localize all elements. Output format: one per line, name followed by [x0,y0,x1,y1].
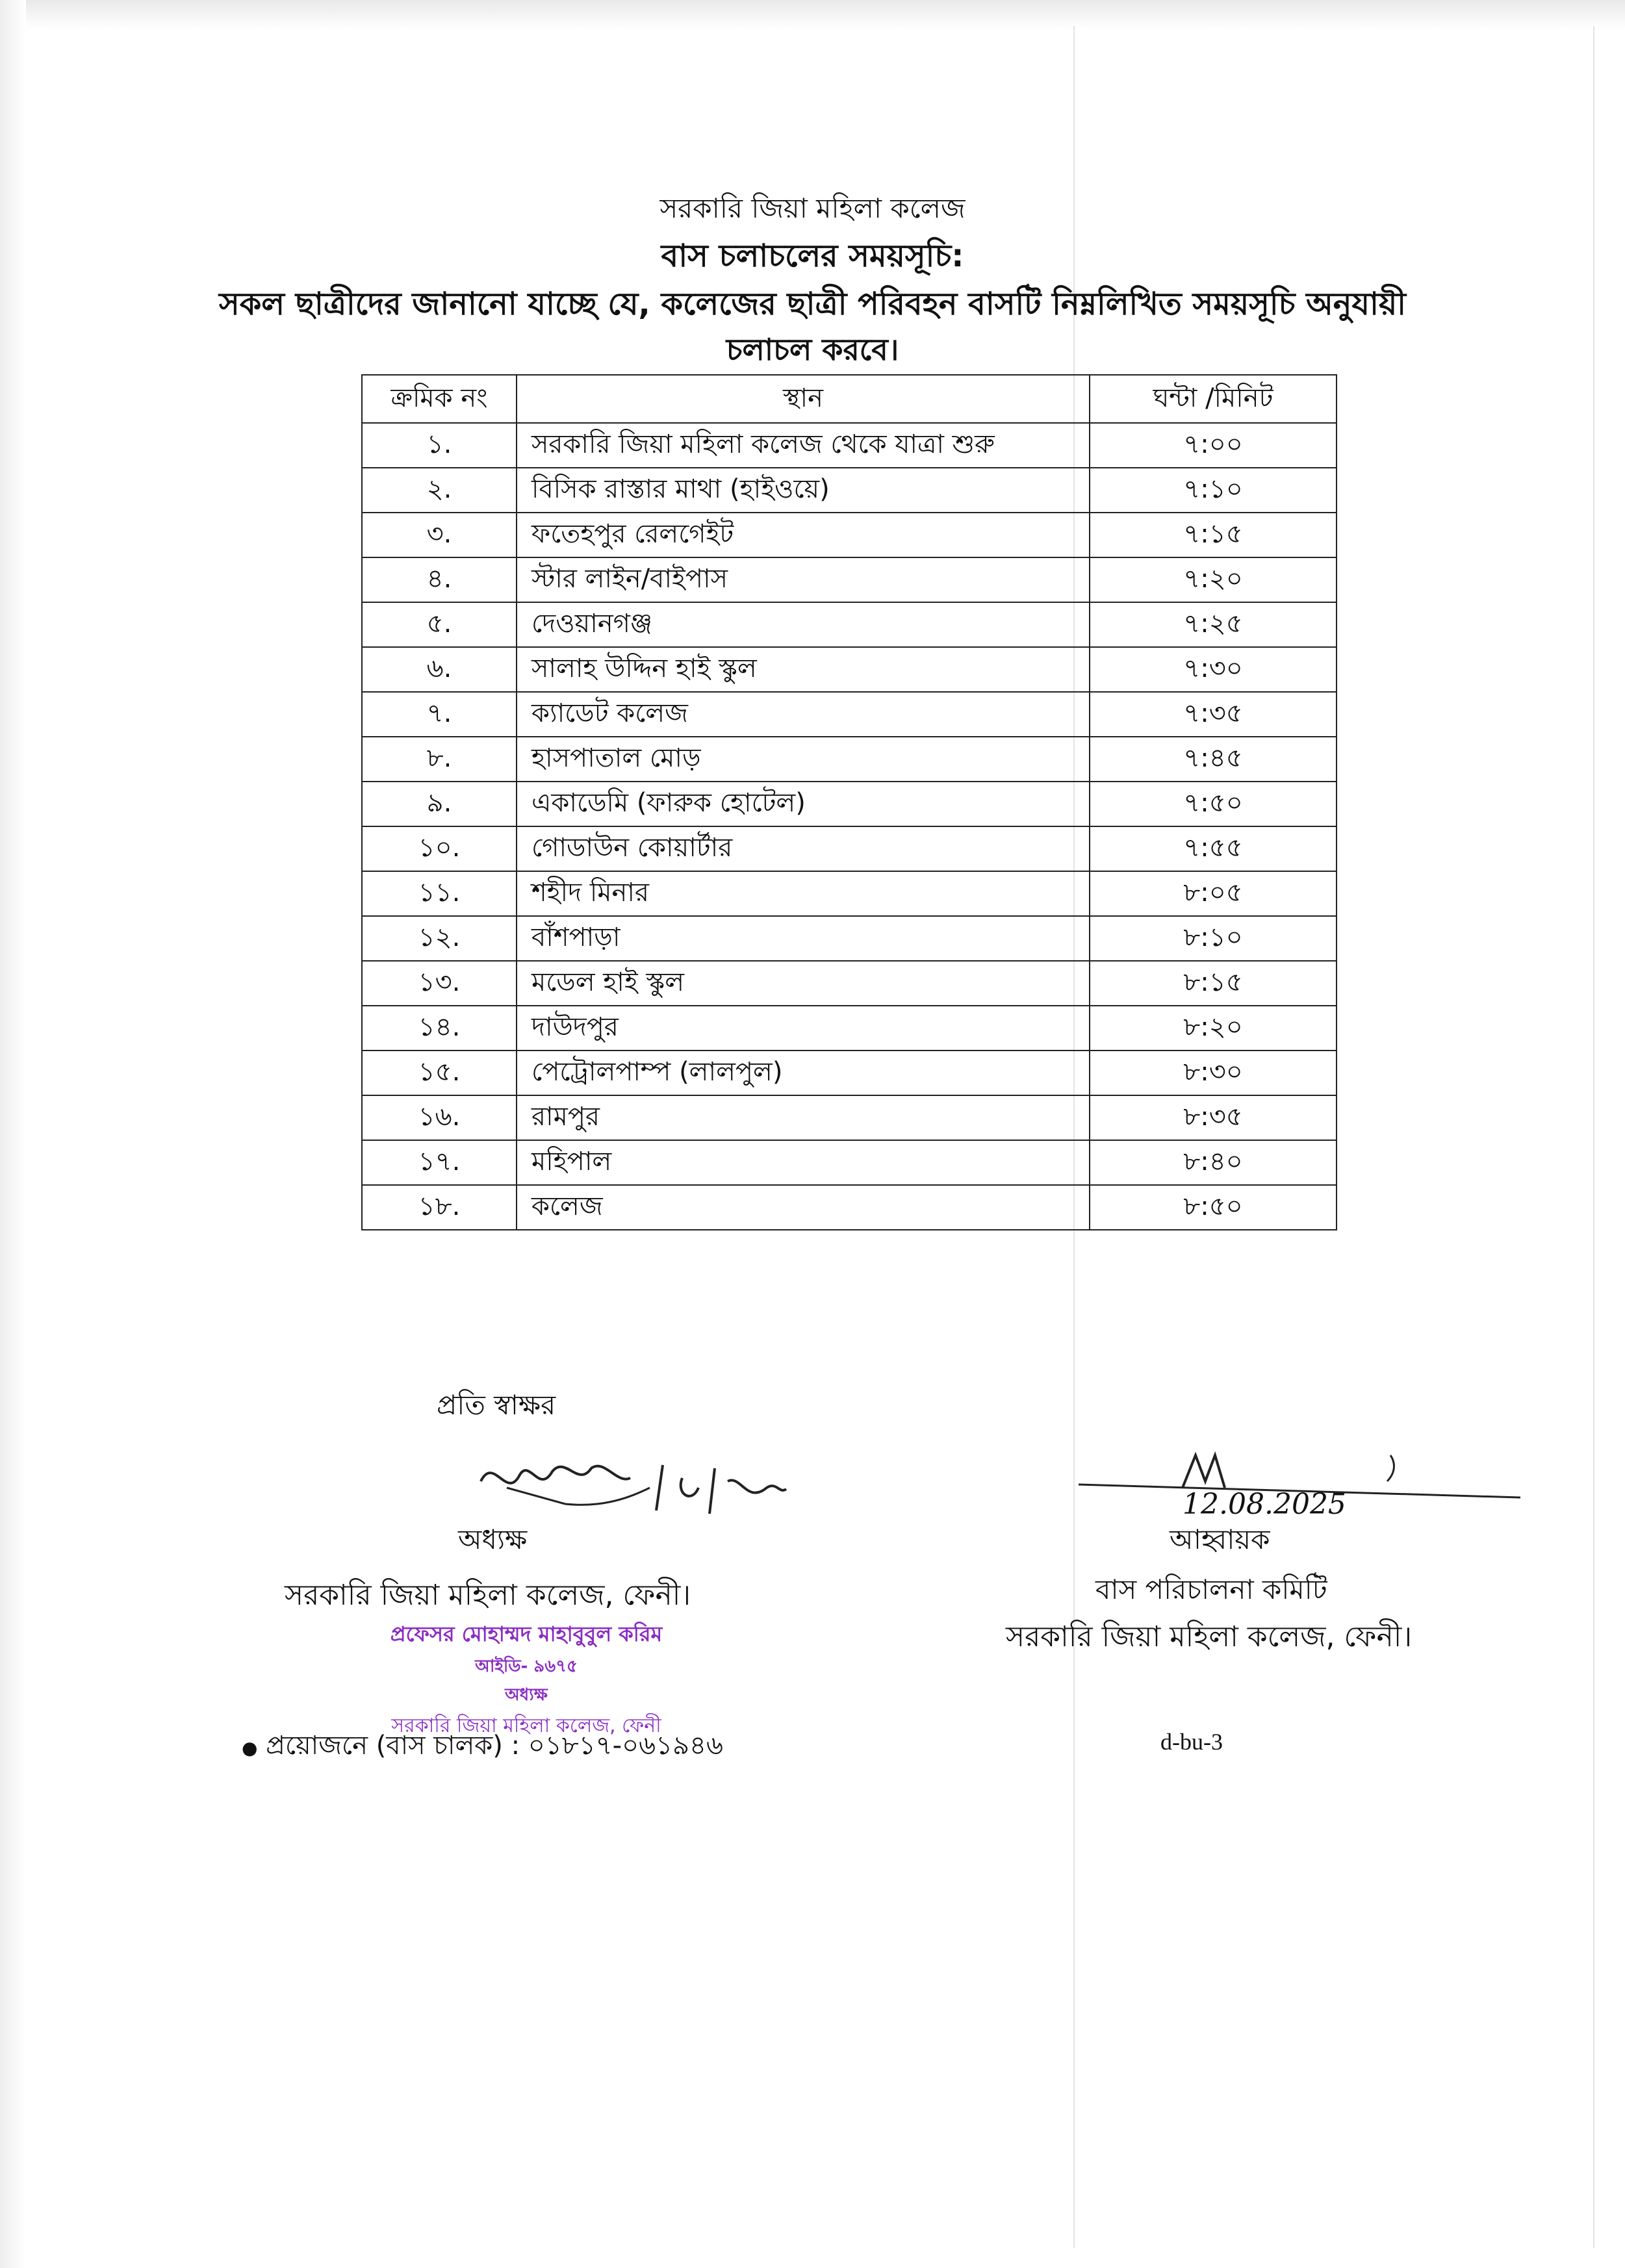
row-time: ৭:৩৫ [1090,692,1337,737]
row-time: ৭:২০ [1090,557,1337,602]
right-signer-title: আহ্বায়ক [1170,1523,1270,1555]
left-signer-org: সরকারি জিয়া মহিলা কলেজ, ফেনী। [285,1579,691,1612]
row-serial: ১১. [362,871,517,916]
row-serial: ১৭. [362,1140,517,1185]
row-place: রামপুর [517,1095,1090,1140]
table-row [362,1006,1337,1051]
right-signer-org: সরকারি জিয়া মহিলা কলেজ, ফেনী। [1006,1620,1413,1653]
row-time: ৭:১০ [1090,468,1337,513]
row-place: স্টার লাইন/বাইপাস [517,557,1090,602]
row-time: ৮:৪০ [1090,1140,1337,1185]
table-row [362,647,1337,692]
row-serial: ১৩. [362,961,517,1006]
row-place: হাসপাতাল মোড় [517,737,1090,782]
table-row [362,692,1337,737]
table-row [362,602,1337,647]
schedule-heading: বাস চলাচলের সময়সূচি: [661,238,964,274]
row-serial: ৩. [362,513,517,557]
row-place: সরকারি জিয়া মহিলা কলেজ থেকে যাত্রা শুরু [517,423,1090,468]
stamp-designation: অধ্যক্ষ [505,1685,548,1705]
row-serial: ৪. [362,557,517,602]
table-row [362,1051,1337,1095]
header-place: স্থান [517,375,1090,423]
row-place: বাঁশপাড়া [517,916,1090,961]
row-time: ৭:৪৫ [1090,737,1337,782]
table-row [362,961,1337,1006]
table-row [362,513,1337,557]
row-place: পেট্রোলপাম্প (লালপুল) [517,1051,1090,1095]
row-serial: ৯. [362,782,517,826]
row-place: বিসিক রাস্তার মাথা (হাইওয়ে) [517,468,1090,513]
row-serial: ২. [362,468,517,513]
table-row [362,423,1337,468]
table-row [362,1095,1337,1140]
row-serial: ১৬. [362,1095,517,1140]
row-time: ৭:০০ [1090,423,1337,468]
stamp-name: প্রফেসর মোহাম্মদ মাহাবুবুল করিম [390,1622,663,1646]
row-place: কলেজ [517,1185,1090,1230]
row-time: ৮:৩০ [1090,1051,1337,1095]
row-serial: ১০. [362,826,517,871]
row-time: ৮:৩৫ [1090,1095,1337,1140]
row-serial: ৫. [362,602,517,647]
row-time: ৭:৩০ [1090,647,1337,692]
row-serial: ৬. [362,647,517,692]
table-row [362,1140,1337,1185]
row-time: ৮:২০ [1090,1006,1337,1051]
row-place: দেওয়ানগঞ্জ [517,602,1090,647]
left-signer-title: অধ্যক্ষ [458,1523,528,1555]
row-serial: ১২. [362,916,517,961]
right-committee: বাস পরিচালনা কমিটি [1095,1574,1327,1605]
header-time: ঘন্টা /মিনিট [1090,375,1337,423]
table-row [362,468,1337,513]
row-place: ফতেহপুর রেলগেইট [517,513,1090,557]
countersign-label: প্রতি স্বাক্ষর [437,1389,556,1421]
reference-code: d-bu-3 [1160,1729,1223,1755]
table-row [362,557,1337,602]
row-serial: ১৪. [362,1006,517,1051]
convener-date: 12.08.2025 [1183,1488,1346,1521]
row-serial: ৭. [362,692,517,737]
row-time: ৮:১৫ [1090,961,1337,1006]
row-place: মহিপাল [517,1140,1090,1185]
row-time: ৮:৫০ [1090,1185,1337,1230]
row-time: ৭:৫৫ [1090,826,1337,871]
notice-line-2: চলাচল করবে। [726,332,899,367]
row-serial: ১৫. [362,1051,517,1095]
table-row [362,871,1337,916]
row-place: মডেল হাই স্কুল [517,961,1090,1006]
row-time: ৮:১০ [1090,916,1337,961]
table-row [362,826,1337,871]
row-place: শহীদ মিনার [517,871,1090,916]
table-row [362,1185,1337,1230]
scan-shadow-top [0,0,1625,29]
row-place: গোডাউন কোয়ার্টার [517,826,1090,871]
footer-contact [242,1725,723,1768]
row-place: সালাহ উদ্দিন হাই স্কুল [517,647,1090,692]
bus-schedule-table [361,374,1337,1230]
table-row [362,782,1337,826]
stamp-id: আইডি- ৯৬৭৫ [475,1657,578,1676]
bullet-icon: ● [242,1737,258,1759]
stamp-org: সরকারি জিয়া মহিলা কলেজ, ফেনী [391,1714,661,1737]
row-serial: ৮. [362,737,517,782]
row-time: ৭:২৫ [1090,602,1337,647]
row-place: ক্যাডেট কলেজ [517,692,1090,737]
row-place: একাডেমি (ফারুক হোটেল) [517,782,1090,826]
row-serial: ১৮. [362,1185,517,1230]
table-header-row [362,375,1337,423]
row-time: ৭:১৫ [1090,513,1337,557]
table-body [362,423,1337,1230]
table-row [362,737,1337,782]
row-time: ৮:০৫ [1090,871,1337,916]
header-serial: ক্রমিক নং [362,375,517,423]
notice-line-1: সকল ছাত্রীদের জানানো যাচ্ছে যে, কলেজের ছাত্রী পরিবহন বাসটি নিম্নলিখিত সময়সূচি অনুযায়ী [218,286,1406,322]
row-serial: ১. [362,423,517,468]
table-row [362,916,1337,961]
college-title: সরকারি জিয়া মহিলা কলেজ [659,192,966,224]
driver-contact: প্রয়োজনে (বাস চালক) : ০১৮১৭-০৬১৯৪৬ [266,1731,723,1761]
row-time: ৭:৫০ [1090,782,1337,826]
row-place: দাউদপুর [517,1006,1090,1051]
